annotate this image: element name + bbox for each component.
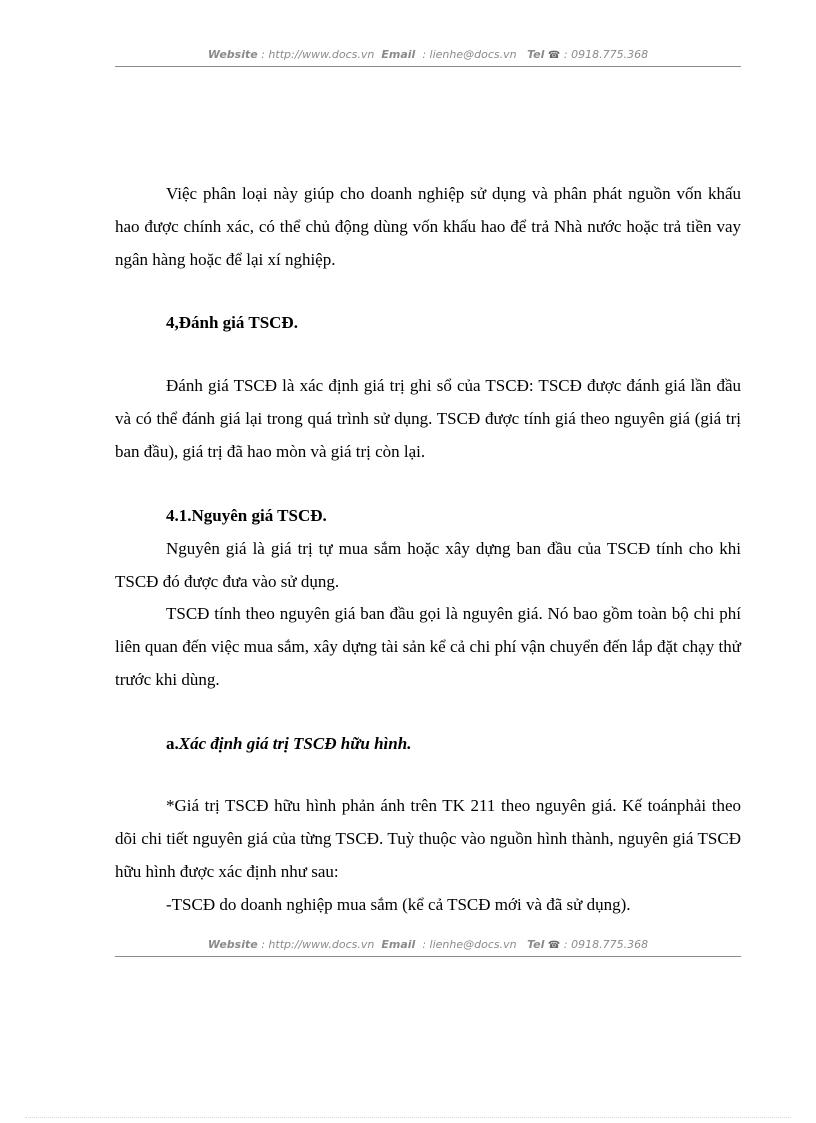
website-label: Website — [207, 48, 258, 61]
heading-a-text: Xác định giá trị TSCĐ hữu hình. — [178, 734, 412, 753]
paragraph-danh-gia: Đánh giá TSCĐ là xác định giá trị ghi sổ của TSCĐ: TSCĐ được đánh giá lần đầu và có thể đánh giá lại trong quá trình sử dụng. TSCĐ được tính giá theo nguyên giá (giá trị ban đầu), giá trị đã hao mòn và giá trị còn lại. — [115, 376, 741, 461]
page-header-top — [115, 48, 741, 63]
heading-a-xac-dinh — [115, 727, 741, 760]
email-label: Email — [381, 48, 416, 61]
tel-label: Tel — [527, 48, 545, 61]
website-label: Website — [207, 938, 258, 951]
tel-value: : 0918.775.368 — [563, 938, 649, 951]
paragraph-mua-sam: -TSCĐ do doanh nghiệp mua sắm (kể cả TSCĐ mới và đã sử dụng). — [166, 895, 631, 914]
heading-4-danh-gia: 4,Đánh giá TSCĐ. — [166, 313, 298, 332]
email-value[interactable]: : lienhe@docs.vn — [418, 48, 517, 61]
email-value[interactable]: : lienhe@docs.vn — [418, 938, 517, 951]
heading-4-1-nguyen-gia: 4.1.Nguyên giá TSCĐ. — [166, 506, 327, 525]
heading-a-prefix: a. — [166, 734, 179, 753]
paragraph-nguyen-gia-ban-dau: TSCĐ tính theo nguyên giá ban đầu gọi là nguyên giá. Nó bao gồm toàn bộ chi phí liên quan đến việc mua sắm, xây dựng tài sản kể cả chi phí vận chuyển đến lắp đặt chạy thử trước khi dùng. — [115, 604, 741, 689]
tel-label: Tel — [527, 938, 545, 951]
paragraph-classification: Việc phân loại này giúp cho doanh nghiệp sử dụng và phân phát nguồn vốn khấu hao được chính xác, có thể chủ động dùng vốn khấu hao để trả Nhà nước hoặc trả tiền vay ngân hàng hoặc để lại xí nghiệp. — [115, 184, 741, 269]
paragraph-nguyen-gia-def: Nguyên giá là giá trị tự mua sắm hoặc xây dựng ban đầu của TSCĐ tính cho khi TSCĐ đó được đưa vào sử dụng. — [115, 539, 741, 591]
email-label: Email — [381, 938, 416, 951]
phone-icon: ☎ — [547, 50, 561, 61]
website-value[interactable]: : http://www.docs.vn — [257, 48, 375, 61]
phone-icon: ☎ — [547, 940, 561, 951]
page-bottom-dotted-line — [25, 1117, 791, 1118]
tel-value: : 0918.775.368 — [563, 48, 649, 61]
page-header-bottom — [115, 938, 741, 953]
website-value[interactable]: : http://www.docs.vn — [257, 938, 375, 951]
header-divider — [115, 66, 741, 67]
paragraph-gia-tri-huu-hinh: *Giá trị TSCĐ hữu hình phản ánh trên TK 211 theo nguyên giá. Kế toánphải theo dõi chi tiết nguyên giá của từng TSCĐ. Tuỳ thuộc vào nguồn hình thành, nguyên giá TSCĐ hữu hình được xác định như sau: — [115, 796, 741, 881]
footer-divider — [115, 956, 741, 957]
